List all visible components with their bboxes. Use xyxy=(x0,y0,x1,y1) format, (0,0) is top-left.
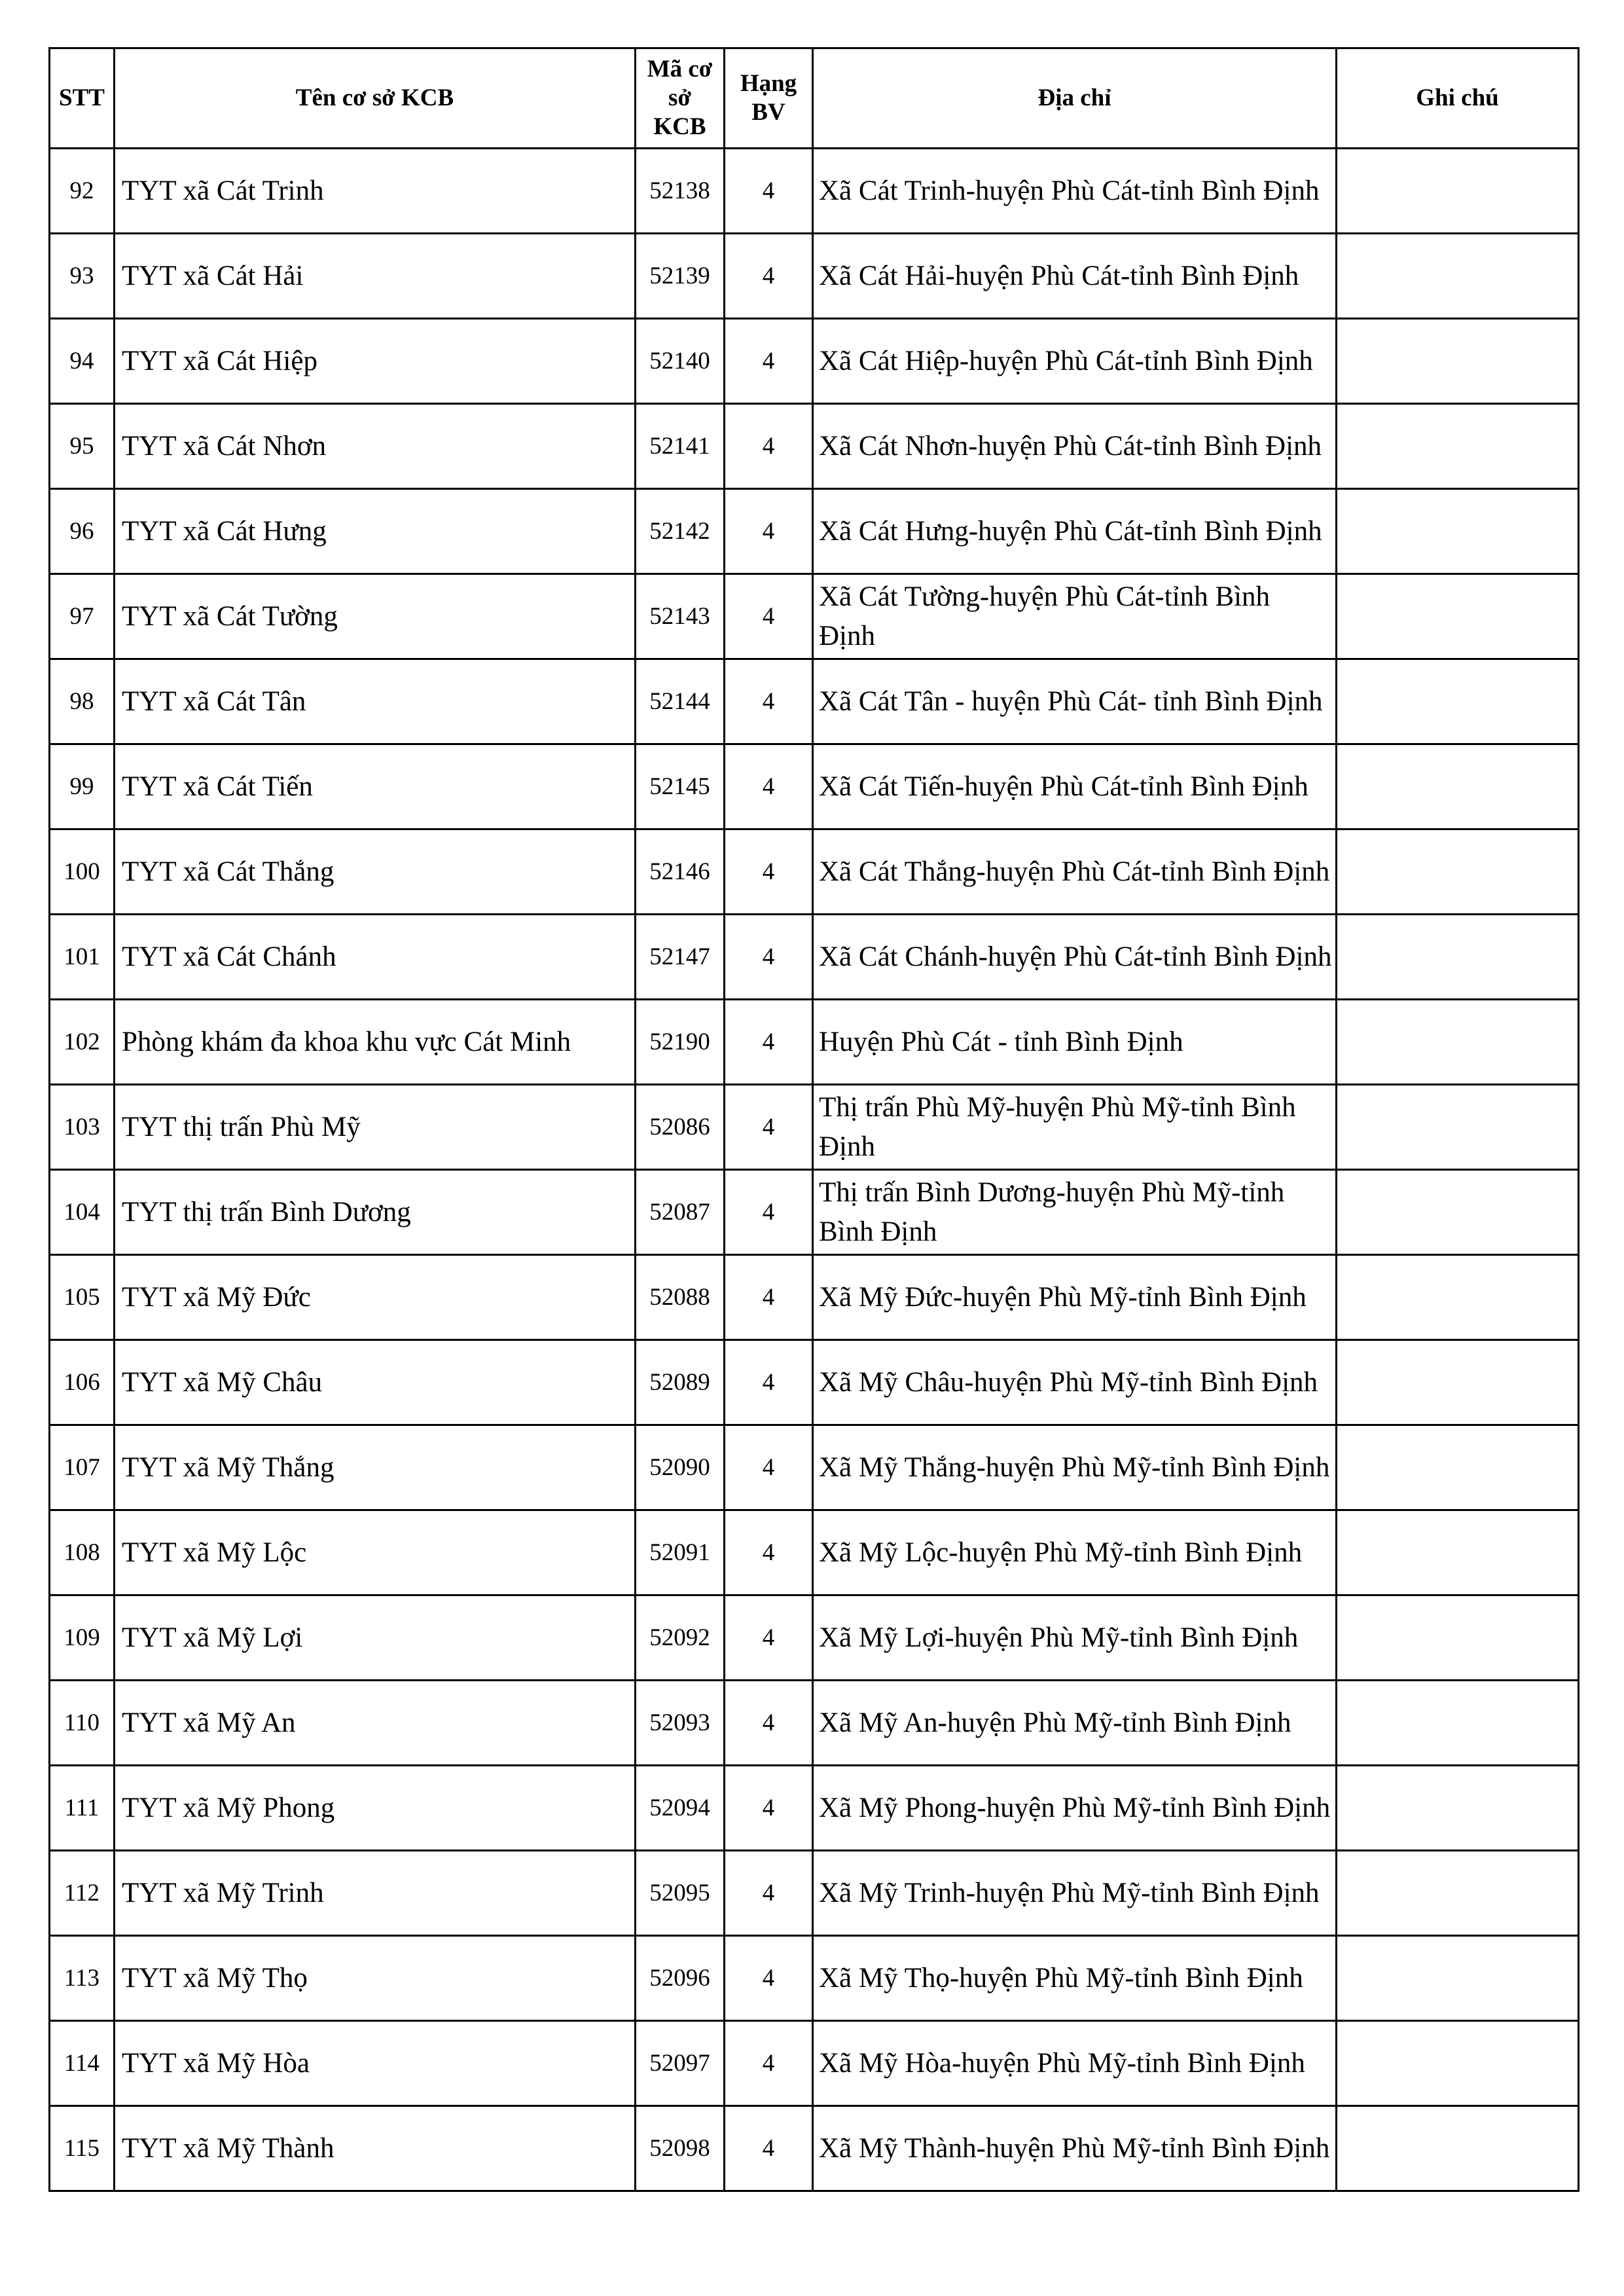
cell-stt: 108 xyxy=(50,1510,115,1595)
cell-facility-name: TYT xã Mỹ Thọ xyxy=(115,1936,636,2021)
header-facility-name: Tên cơ sở KCB xyxy=(115,48,636,149)
table-row xyxy=(50,1425,1579,1510)
cell-address: Xã Cát Tiến-huyện Phù Cát-tỉnh Bình Định xyxy=(813,744,1337,829)
cell-note xyxy=(1337,1255,1579,1340)
cell-stt: 101 xyxy=(50,915,115,1000)
cell-hospital-rank: 4 xyxy=(725,1255,813,1340)
cell-facility-name: TYT xã Mỹ An xyxy=(115,1681,636,1766)
cell-facility-code: 52090 xyxy=(636,1425,725,1510)
cell-hospital-rank: 4 xyxy=(725,2106,813,2191)
cell-note xyxy=(1337,1681,1579,1766)
cell-stt: 109 xyxy=(50,1595,115,1681)
cell-stt: 98 xyxy=(50,659,115,744)
table-row xyxy=(50,319,1579,404)
cell-stt: 115 xyxy=(50,2106,115,2191)
cell-address: Thị trấn Phù Mỹ-huyện Phù Mỹ-tỉnh Bình Định xyxy=(813,1085,1337,1170)
cell-facility-code: 52142 xyxy=(636,489,725,574)
cell-hospital-rank: 4 xyxy=(725,574,813,659)
cell-facility-code: 52144 xyxy=(636,659,725,744)
table-row xyxy=(50,489,1579,574)
cell-note xyxy=(1337,574,1579,659)
cell-hospital-rank: 4 xyxy=(725,319,813,404)
cell-facility-name: TYT xã Cát Tân xyxy=(115,659,636,744)
cell-address: Xã Cát Thắng-huyện Phù Cát-tỉnh Bình Định xyxy=(813,829,1337,915)
cell-facility-name: TYT xã Cát Hưng xyxy=(115,489,636,574)
cell-facility-name: TYT xã Mỹ Đức xyxy=(115,1255,636,1340)
cell-stt: 106 xyxy=(50,1340,115,1425)
cell-facility-code: 52140 xyxy=(636,319,725,404)
header-code-line-2: sở xyxy=(668,84,691,111)
cell-hospital-rank: 4 xyxy=(725,1766,813,1851)
cell-facility-name: TYT xã Mỹ Phong xyxy=(115,1766,636,1851)
cell-address: Xã Cát Trinh-huyện Phù Cát-tỉnh Bình Định xyxy=(813,149,1337,234)
cell-stt: 93 xyxy=(50,234,115,319)
cell-facility-name: TYT xã Cát Tường xyxy=(115,574,636,659)
table-row xyxy=(50,1340,1579,1425)
cell-note xyxy=(1337,149,1579,234)
table-row xyxy=(50,404,1579,489)
cell-note xyxy=(1337,1085,1579,1170)
cell-facility-name: TYT xã Mỹ Lợi xyxy=(115,1595,636,1681)
cell-facility-code: 52088 xyxy=(636,1255,725,1340)
table-row xyxy=(50,829,1579,915)
cell-address: Xã Mỹ Phong-huyện Phù Mỹ-tỉnh Bình Định xyxy=(813,1766,1337,1851)
cell-address: Xã Cát Chánh-huyện Phù Cát-tỉnh Bình Định xyxy=(813,915,1337,1000)
cell-hospital-rank: 4 xyxy=(725,659,813,744)
cell-stt: 105 xyxy=(50,1255,115,1340)
cell-facility-code: 52096 xyxy=(636,1936,725,2021)
cell-note xyxy=(1337,1595,1579,1681)
cell-note xyxy=(1337,319,1579,404)
cell-facility-code: 52097 xyxy=(636,2021,725,2106)
cell-hospital-rank: 4 xyxy=(725,829,813,915)
cell-stt: 114 xyxy=(50,2021,115,2106)
cell-facility-name: TYT xã Cát Thắng xyxy=(115,829,636,915)
cell-address: Xã Mỹ Lợi-huyện Phù Mỹ-tỉnh Bình Định xyxy=(813,1595,1337,1681)
cell-note xyxy=(1337,1766,1579,1851)
cell-note xyxy=(1337,1340,1579,1425)
cell-stt: 97 xyxy=(50,574,115,659)
cell-stt: 100 xyxy=(50,829,115,915)
cell-note xyxy=(1337,1425,1579,1510)
cell-hospital-rank: 4 xyxy=(725,1170,813,1255)
cell-stt: 94 xyxy=(50,319,115,404)
header-facility-code xyxy=(636,48,725,149)
cell-stt: 103 xyxy=(50,1085,115,1170)
cell-hospital-rank: 4 xyxy=(725,2021,813,2106)
cell-facility-name: TYT thị trấn Phù Mỹ xyxy=(115,1085,636,1170)
cell-address: Xã Cát Hải-huyện Phù Cát-tỉnh Bình Định xyxy=(813,234,1337,319)
cell-facility-name: TYT xã Mỹ Thắng xyxy=(115,1425,636,1510)
cell-facility-code: 52145 xyxy=(636,744,725,829)
cell-address: Xã Mỹ Đức-huyện Phù Mỹ-tỉnh Bình Định xyxy=(813,1255,1337,1340)
cell-facility-code: 52139 xyxy=(636,234,725,319)
cell-facility-code: 52138 xyxy=(636,149,725,234)
cell-address: Xã Cát Hiệp-huyện Phù Cát-tỉnh Bình Định xyxy=(813,319,1337,404)
table-body xyxy=(50,149,1579,2191)
cell-facility-name: Phòng khám đa khoa khu vực Cát Minh xyxy=(115,1000,636,1085)
cell-facility-name: TYT xã Mỹ Trinh xyxy=(115,1851,636,1936)
table-row xyxy=(50,2021,1579,2106)
table-row xyxy=(50,1936,1579,2021)
header-stt: STT xyxy=(50,48,115,149)
cell-note xyxy=(1337,659,1579,744)
cell-stt: 102 xyxy=(50,1000,115,1085)
header-address: Địa chỉ xyxy=(813,48,1337,149)
cell-stt: 96 xyxy=(50,489,115,574)
cell-facility-name: TYT xã Mỹ Châu xyxy=(115,1340,636,1425)
table-row xyxy=(50,915,1579,1000)
cell-address: Xã Mỹ Lộc-huyện Phù Mỹ-tỉnh Bình Định xyxy=(813,1510,1337,1595)
table-row xyxy=(50,2106,1579,2191)
cell-facility-code: 52086 xyxy=(636,1085,725,1170)
cell-stt: 112 xyxy=(50,1851,115,1936)
cell-note xyxy=(1337,404,1579,489)
cell-hospital-rank: 4 xyxy=(725,1936,813,2021)
cell-address: Xã Mỹ An-huyện Phù Mỹ-tỉnh Bình Định xyxy=(813,1681,1337,1766)
cell-address: Xã Mỹ Trinh-huyện Phù Mỹ-tỉnh Bình Định xyxy=(813,1851,1337,1936)
table-header-row xyxy=(50,48,1579,149)
header-rank-line-2: BV xyxy=(751,99,785,126)
table-row xyxy=(50,149,1579,234)
cell-stt: 99 xyxy=(50,744,115,829)
cell-facility-name: TYT xã Cát Trinh xyxy=(115,149,636,234)
cell-hospital-rank: 4 xyxy=(725,1595,813,1681)
cell-facility-name: TYT xã Mỹ Thành xyxy=(115,2106,636,2191)
cell-hospital-rank: 4 xyxy=(725,1085,813,1170)
cell-note xyxy=(1337,1510,1579,1595)
cell-facility-code: 52092 xyxy=(636,1595,725,1681)
cell-address: Xã Mỹ Thắng-huyện Phù Mỹ-tỉnh Bình Định xyxy=(813,1425,1337,1510)
cell-stt: 95 xyxy=(50,404,115,489)
cell-stt: 107 xyxy=(50,1425,115,1510)
cell-address: Xã Mỹ Hòa-huyện Phù Mỹ-tỉnh Bình Định xyxy=(813,2021,1337,2106)
cell-hospital-rank: 4 xyxy=(725,1681,813,1766)
cell-facility-code: 52147 xyxy=(636,915,725,1000)
cell-facility-name: TYT xã Mỹ Hòa xyxy=(115,2021,636,2106)
header-rank-line-1: Hạng xyxy=(740,70,797,97)
table-row xyxy=(50,659,1579,744)
cell-address: Xã Cát Hưng-huyện Phù Cát-tỉnh Bình Định xyxy=(813,489,1337,574)
table-row xyxy=(50,234,1579,319)
cell-address: Xã Cát Tân - huyện Phù Cát- tỉnh Bình Định xyxy=(813,659,1337,744)
cell-note xyxy=(1337,1851,1579,1936)
cell-facility-name: TYT xã Mỹ Lộc xyxy=(115,1510,636,1595)
cell-stt: 104 xyxy=(50,1170,115,1255)
header-note: Ghi chú xyxy=(1337,48,1579,149)
cell-hospital-rank: 4 xyxy=(725,1510,813,1595)
cell-facility-code: 52190 xyxy=(636,1000,725,1085)
cell-note xyxy=(1337,489,1579,574)
cell-facility-code: 52143 xyxy=(636,574,725,659)
header-hospital-rank xyxy=(725,48,813,149)
table-row xyxy=(50,1681,1579,1766)
table-row xyxy=(50,574,1579,659)
table-row xyxy=(50,1170,1579,1255)
cell-facility-code: 52093 xyxy=(636,1681,725,1766)
cell-note xyxy=(1337,1170,1579,1255)
cell-note xyxy=(1337,234,1579,319)
cell-address: Xã Cát Nhơn-huyện Phù Cát-tỉnh Bình Định xyxy=(813,404,1337,489)
cell-note xyxy=(1337,915,1579,1000)
table-row xyxy=(50,1851,1579,1936)
table-row xyxy=(50,1766,1579,1851)
facility-table xyxy=(48,47,1579,2192)
cell-facility-name: TYT xã Cát Hiệp xyxy=(115,319,636,404)
table-row xyxy=(50,1085,1579,1170)
cell-hospital-rank: 4 xyxy=(725,489,813,574)
cell-hospital-rank: 4 xyxy=(725,1425,813,1510)
table-row xyxy=(50,1595,1579,1681)
cell-hospital-rank: 4 xyxy=(725,149,813,234)
cell-stt: 110 xyxy=(50,1681,115,1766)
cell-facility-code: 52095 xyxy=(636,1851,725,1936)
cell-note xyxy=(1337,1936,1579,2021)
cell-hospital-rank: 4 xyxy=(725,404,813,489)
header-code-line-1: Mã cơ xyxy=(647,56,713,82)
cell-note xyxy=(1337,2021,1579,2106)
table-row xyxy=(50,744,1579,829)
cell-facility-code: 52089 xyxy=(636,1340,725,1425)
cell-hospital-rank: 4 xyxy=(725,234,813,319)
cell-facility-name: TYT xã Cát Chánh xyxy=(115,915,636,1000)
cell-note xyxy=(1337,2106,1579,2191)
cell-facility-name: TYT xã Cát Tiến xyxy=(115,744,636,829)
cell-address: Xã Mỹ Thọ-huyện Phù Mỹ-tỉnh Bình Định xyxy=(813,1936,1337,2021)
cell-stt: 92 xyxy=(50,149,115,234)
table-row xyxy=(50,1000,1579,1085)
cell-stt: 113 xyxy=(50,1936,115,2021)
cell-address: Xã Mỹ Thành-huyện Phù Mỹ-tỉnh Bình Định xyxy=(813,2106,1337,2191)
cell-facility-name: TYT xã Cát Nhơn xyxy=(115,404,636,489)
cell-facility-code: 52098 xyxy=(636,2106,725,2191)
cell-address: Xã Mỹ Châu-huyện Phù Mỹ-tỉnh Bình Định xyxy=(813,1340,1337,1425)
cell-hospital-rank: 4 xyxy=(725,1340,813,1425)
cell-facility-code: 52091 xyxy=(636,1510,725,1595)
cell-address: Xã Cát Tường-huyện Phù Cát-tỉnh Bình Định xyxy=(813,574,1337,659)
cell-facility-name: TYT xã Cát Hải xyxy=(115,234,636,319)
table-row xyxy=(50,1510,1579,1595)
cell-facility-name: TYT thị trấn Bình Dương xyxy=(115,1170,636,1255)
table-row xyxy=(50,1255,1579,1340)
cell-facility-code: 52087 xyxy=(636,1170,725,1255)
cell-hospital-rank: 4 xyxy=(725,1000,813,1085)
cell-address: Huyện Phù Cát - tỉnh Bình Định xyxy=(813,1000,1337,1085)
cell-note xyxy=(1337,829,1579,915)
cell-hospital-rank: 4 xyxy=(725,744,813,829)
cell-note xyxy=(1337,1000,1579,1085)
cell-hospital-rank: 4 xyxy=(725,1851,813,1936)
cell-facility-code: 52141 xyxy=(636,404,725,489)
cell-facility-code: 52146 xyxy=(636,829,725,915)
cell-stt: 111 xyxy=(50,1766,115,1851)
cell-facility-code: 52094 xyxy=(636,1766,725,1851)
cell-note xyxy=(1337,744,1579,829)
header-code-line-3: KCB xyxy=(653,113,706,140)
facility-table-container xyxy=(48,47,1578,2192)
cell-address: Thị trấn Bình Dương-huyện Phù Mỹ-tỉnh Bình Định xyxy=(813,1170,1337,1255)
cell-hospital-rank: 4 xyxy=(725,915,813,1000)
